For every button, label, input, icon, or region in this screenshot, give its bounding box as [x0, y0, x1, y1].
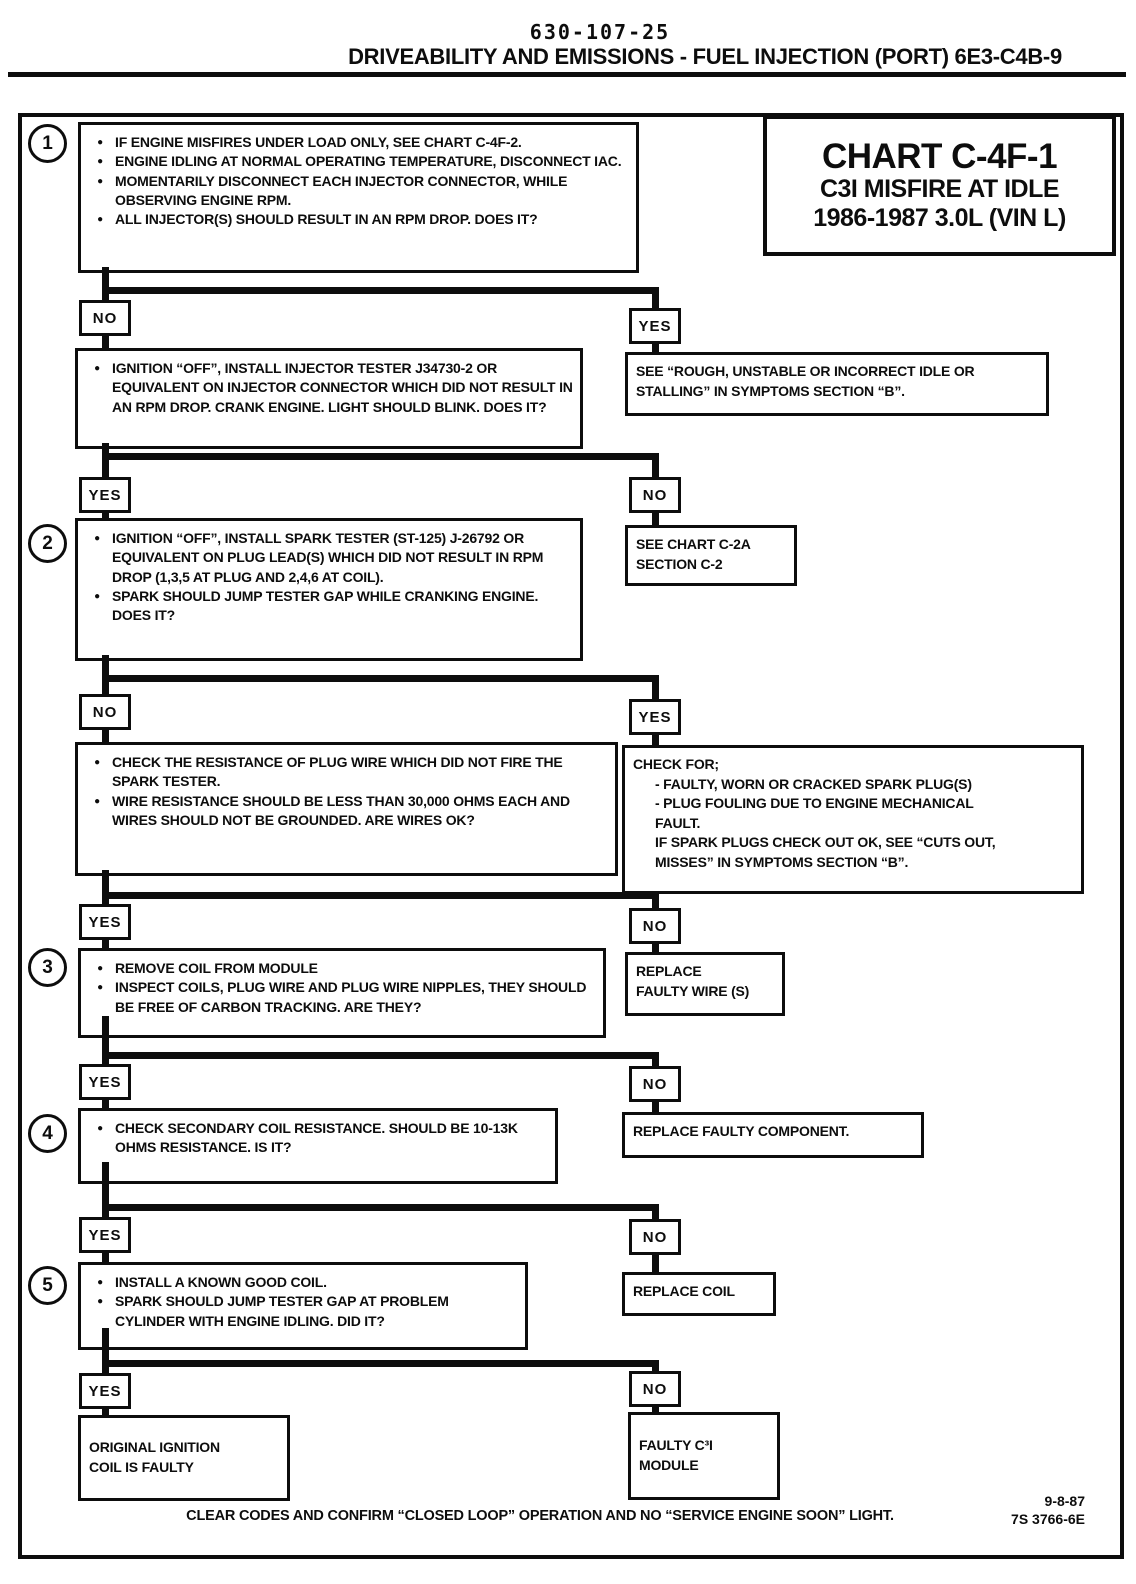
terminal-box-original-coil-faulty	[78, 1415, 290, 1501]
q7-bullet-2: ● SPARK SHOULD JUMP TESTER GAP AT PROBLEM CYLINDER WITH ENGINE IDLING. DID IT?	[115, 1293, 449, 1329]
r-component-text: REPLACE FAULTY COMPONENT.	[633, 1123, 850, 1139]
step-number-5: 5	[28, 1266, 67, 1305]
r-checkfor-head: CHECK FOR;	[633, 756, 719, 772]
yes-tag: YES	[79, 1373, 131, 1409]
q1-bullet-4: ● ALL INJECTOR(S) SHOULD RESULT IN AN RPM DROP. DOES IT?	[115, 211, 538, 228]
connector-line	[652, 732, 659, 745]
step-number-3: 3	[28, 948, 67, 987]
no-tag: NO	[629, 1371, 681, 1407]
connector-line	[102, 1052, 659, 1059]
connector-line	[652, 675, 659, 699]
q1-bullet-3: ● MOMENTARILY DISCONNECT EACH INJECTOR CONNECTOR, WHILE OBSERVING ENGINE RPM.	[115, 172, 568, 208]
result-box-rough-idle	[625, 352, 1049, 416]
chart-subtitle: C3I MISFIRE AT IDLE	[819, 175, 1060, 204]
r-wires-line-1: REPLACE	[636, 963, 702, 979]
q1-bullet-1: ● IF ENGINE MISFIRES UNDER LOAD ONLY, SEE CHART C-4F-2.	[115, 134, 522, 150]
q3-bullet-2: ● SPARK SHOULD JUMP TESTER GAP WHILE CRANKING ENGINE. DOES IT?	[112, 587, 539, 624]
connector-line	[102, 333, 109, 348]
no-tag: NO	[629, 908, 681, 944]
result-box-replace-coil	[622, 1272, 776, 1316]
q2-bullet-1: ● IGNITION “OFF”, INSTALL INJECTOR TESTER J34730-2 OR EQUIVALENT ON INJECTOR CONNECTOR WHICH DID NOT RESULT IN AN RPM DROP. CRANK ENGINE. LIGHT SHOULD BLINK. DOES IT?	[112, 360, 573, 415]
question-box-injector-tester	[75, 348, 583, 449]
yes-tag: YES	[79, 1217, 131, 1253]
page-title: DRIVEABILITY AND EMISSIONS - FUEL INJECTION (PORT) 6E3-C4B-9	[348, 44, 1062, 69]
yes-tag: YES	[79, 904, 131, 940]
connector-line	[652, 892, 659, 908]
q6-bullet-1: ● CHECK SECONDARY COIL RESISTANCE. SHOULD BE 10-13K OHMS RESISTANCE. IS IT?	[115, 1120, 518, 1156]
footer-date: 9-8-87	[1044, 1493, 1085, 1509]
no-tag: NO	[79, 300, 131, 336]
connector-line	[652, 453, 659, 477]
q7-bullet-1: ● INSTALL A KNOWN GOOD COIL.	[115, 1274, 327, 1290]
connector-line	[102, 892, 659, 899]
t-left-line-2: COIL IS FAULTY	[89, 1459, 194, 1475]
r-checkfor-line-5: MISSES” IN SYMPTOMS SECTION “B”.	[655, 853, 909, 870]
q1-bullet-2: ● ENGINE IDLING AT NORMAL OPERATING TEMPERATURE, DISCONNECT IAC.	[115, 153, 622, 170]
step-number-1: 1	[28, 124, 67, 163]
result-box-check-for	[622, 745, 1084, 894]
connector-line	[102, 453, 659, 460]
chart-title-box	[763, 115, 1116, 256]
r-rough-text: SEE “ROUGH, UNSTABLE OR INCORRECT IDLE OR STALLING” IN SYMPTOMS SECTION “B”.	[636, 363, 975, 399]
doc-number: 630-107-25	[529, 20, 671, 44]
q4-bullet-1: ● CHECK THE RESISTANCE OF PLUG WIRE WHICH DID NOT FIRE THE SPARK TESTER.	[112, 754, 563, 790]
connector-line	[102, 443, 109, 477]
connector-line	[102, 1406, 109, 1415]
connector-line	[102, 267, 109, 300]
q4-bullet-2: ● WIRE RESISTANCE SHOULD BE LESS THAN 30,000 OHMS EACH AND WIRES SHOULD NOT BE GROUNDED. ARE WIRES OK?	[112, 792, 570, 828]
question-box-known-good-coil	[78, 1262, 528, 1350]
connector-line	[102, 1250, 109, 1262]
yes-tag: YES	[629, 308, 681, 344]
no-tag: NO	[629, 477, 681, 513]
connector-line	[102, 675, 659, 682]
r-checkfor-line-3: FAULT.	[655, 814, 701, 831]
question-box-spark-tester	[75, 518, 583, 661]
connector-line	[102, 510, 109, 518]
connector-line	[652, 1360, 659, 1371]
no-tag: NO	[79, 694, 131, 730]
question-box-wire-resistance	[75, 742, 618, 876]
result-box-chart-c2a	[625, 525, 797, 586]
header-rule	[8, 72, 1126, 77]
connector-line	[652, 1099, 659, 1112]
connector-line	[652, 1204, 659, 1219]
chart-years: 1986-1987 3.0L (VIN L)	[813, 203, 1066, 232]
connector-line	[102, 287, 659, 294]
chart-title: CHART C-4F-1	[821, 136, 1058, 176]
q5-bullet-2: ● INSPECT COILS, PLUG WIRE AND PLUG WIRE NIPPLES, THEY SHOULD BE FREE OF CARBON TRACKING. ARE THEY?	[115, 979, 587, 1015]
no-tag: NO	[629, 1219, 681, 1255]
connector-line	[652, 1052, 659, 1066]
q5-bullet-1: ● REMOVE COIL FROM MODULE	[115, 960, 318, 976]
yes-tag: YES	[79, 1064, 131, 1100]
r-wires-line-2: FAULTY WIRE (S)	[636, 982, 750, 999]
connector-line	[102, 1097, 109, 1108]
connector-line	[652, 941, 659, 952]
r-coil-text: REPLACE COIL	[633, 1283, 735, 1299]
yes-tag: YES	[629, 699, 681, 735]
yes-tag: YES	[79, 477, 131, 513]
r-checkfor-line-4: IF SPARK PLUGS CHECK OUT OK, SEE “CUTS OUT,	[655, 834, 996, 851]
result-box-replace-wire	[625, 952, 785, 1016]
question-box-1	[78, 122, 639, 273]
connector-line	[652, 1252, 659, 1272]
r-checkfor-line-1: - FAULTY, WORN OR CRACKED SPARK PLUG(S)	[655, 775, 972, 792]
connector-line	[102, 937, 109, 948]
q3-bullet-1: ● IGNITION “OFF”, INSTALL SPARK TESTER (ST-125) J-26792 OR EQUIVALENT ON PLUG LEAD(S) WHICH DID NOT RESULT IN RPM DROP (1,3,5 AT PLUG AND 2,4,6 AT COIL).	[112, 530, 544, 585]
footer-reference	[960, 1492, 1085, 1528]
t-right-line-1: FAULTY C³I	[639, 1437, 713, 1454]
r-checkfor-line-2: - PLUG FOULING DUE TO ENGINE MECHANICAL	[655, 795, 974, 812]
question-box-coil-resistance	[78, 1108, 558, 1184]
step-number-4: 4	[28, 1114, 67, 1153]
connector-line	[102, 1204, 659, 1211]
footer-note: CLEAR CODES AND CONFIRM “CLOSED LOOP” OPERATION AND NO “SERVICE ENGINE SOON” LIGHT.	[186, 1508, 894, 1524]
connector-line	[102, 727, 109, 742]
no-tag: NO	[629, 1066, 681, 1102]
connector-line	[652, 1404, 659, 1412]
footer-ref-number: 7S 3766-6E	[1011, 1511, 1085, 1527]
t-left-line-1: ORIGINAL IGNITION	[89, 1439, 220, 1456]
step-number-2: 2	[28, 524, 67, 563]
connector-line	[652, 341, 659, 352]
result-box-replace-component	[622, 1112, 924, 1158]
r-c2a-line-2: SECTION C-2	[636, 555, 723, 572]
t-right-line-2: MODULE	[639, 1457, 699, 1473]
r-c2a-line-1: SEE CHART C-2A	[636, 536, 751, 552]
connector-line	[102, 1360, 659, 1367]
question-box-inspect-coils	[78, 948, 606, 1038]
connector-line	[652, 510, 659, 525]
terminal-box-faulty-c3i-module	[628, 1412, 780, 1500]
connector-line	[652, 287, 659, 308]
